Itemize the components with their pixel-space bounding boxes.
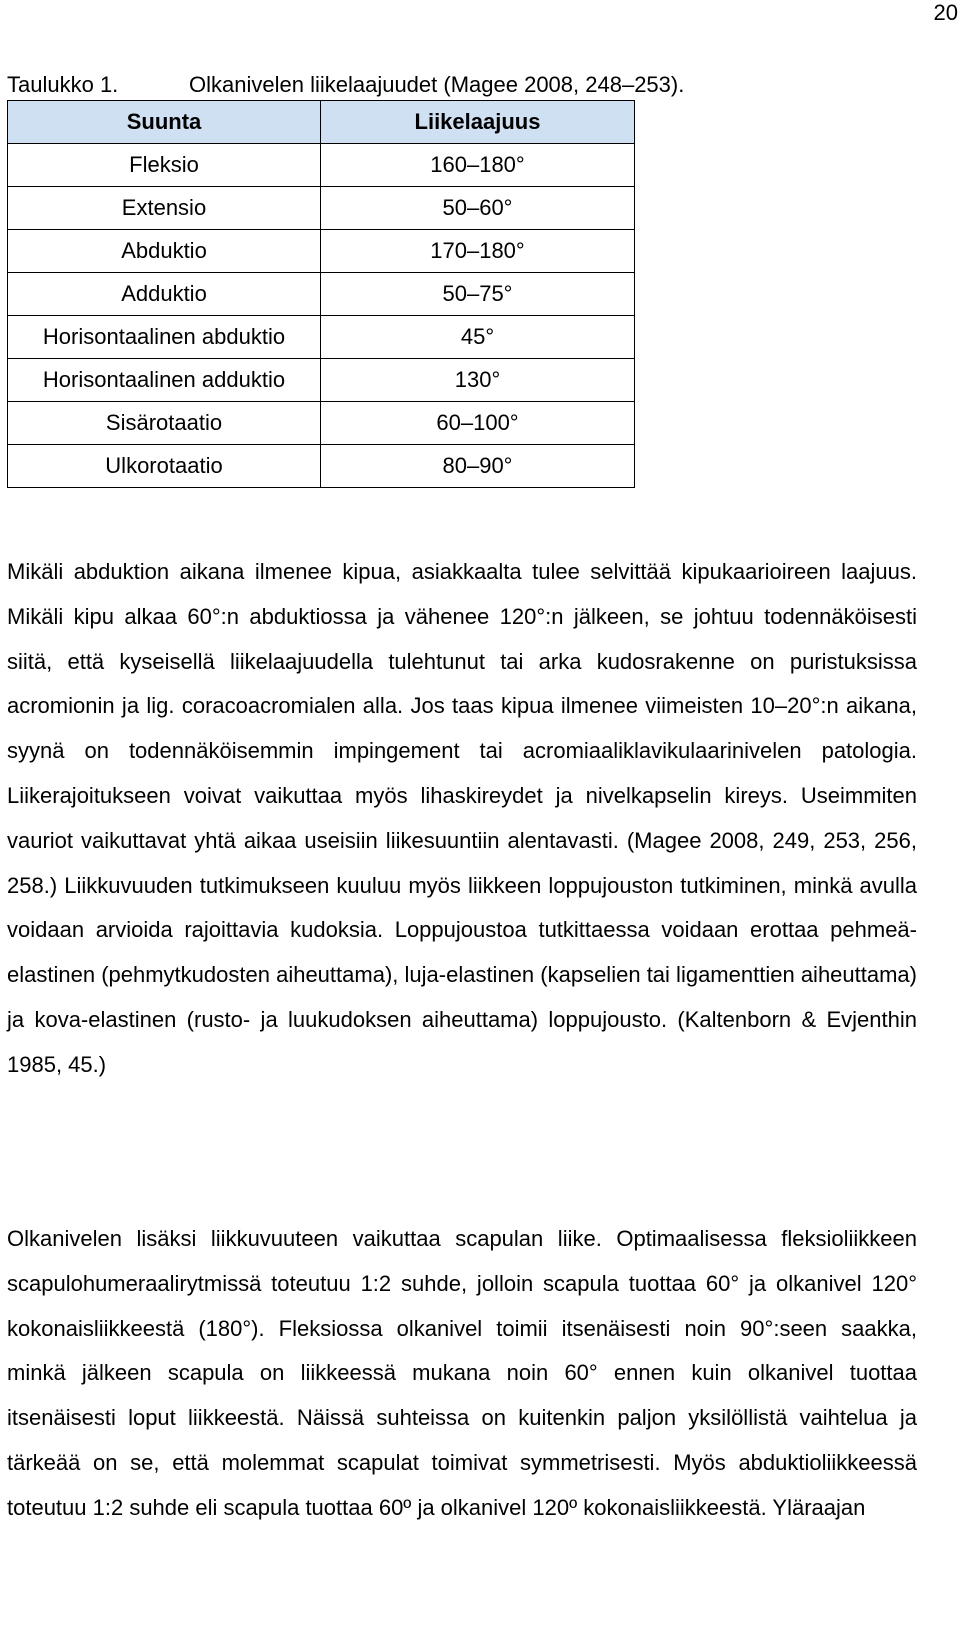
- table-caption-label: Taulukko 1.: [7, 72, 119, 97]
- table-row: [8, 402, 635, 445]
- cell-direction: Adduktio: [8, 273, 321, 316]
- table-caption: [7, 72, 684, 98]
- cell-range: 60–100°: [321, 402, 635, 445]
- cell-range: 50–75°: [321, 273, 635, 316]
- cell-range: 170–180°: [321, 230, 635, 273]
- cell-direction: Abduktio: [8, 230, 321, 273]
- cell-direction: Ulkorotaatio: [8, 445, 321, 488]
- table-row: [8, 187, 635, 230]
- table-row: [8, 359, 635, 402]
- table-row: [8, 316, 635, 359]
- page-number: 20: [933, 0, 958, 25]
- range-of-motion-table: [7, 100, 635, 488]
- cell-range: 50–60°: [321, 187, 635, 230]
- paragraph-range-of-motion: Mikäli abduktion aikana ilmenee kipua, asiakkaalta tulee selvittää kipukaarioireen laajuus. Mikäli kipu alkaa 60°:n abduktiossa ja vähenee 120°:n jälkeen, se johtuu todennäköisesti siitä, että kyseisellä liikelaajuudella tulehtunut tai arka kudosrakenne on puristuksissa acromionin ja lig. coracoacromialen alla. Jos taas kipua ilmenee viimeisten 10–20°:n aikana, syynä on todennäköisemmin impingement tai acromiaaliklavikulaarinivelen patologia. Liikerajoitukseen voivat vaikuttaa myös lihaskireydet ja nivelkapselin kireys. Useimmiten vauriot vaikuttavat yhtä aikaa useisiin liikesuuntiin alentavasti. (Magee 2008, 249, 253, 256, 258.) Liikkuvuuden tutkimukseen kuuluu myös liikkeen loppujouston tutkiminen, minkä avulla voidaan arvioida rajoittavia kudoksia. Loppujoustoa tutkittaessa voidaan erottaa pehmeä-elastinen (pehmytkudosten aiheuttama), luja-elastinen (kapselien tai ligamenttien aiheuttama) ja kova-elastinen (rusto- ja luukudoksen aiheuttama) loppujousto. (Kaltenborn & Evjenthin 1985, 45.): [7, 559, 917, 1077]
- table-row: [8, 273, 635, 316]
- table-caption-title: Olkanivelen liikelaajuudet (Magee 2008, 248–253).: [189, 72, 685, 97]
- header-range: Liikelaajuus: [321, 101, 635, 144]
- table-row: [8, 445, 635, 488]
- cell-direction: Horisontaalinen abduktio: [8, 316, 321, 359]
- paragraph-scapular-rhythm: Olkanivelen lisäksi liikkuvuuteen vaikuttaa scapulan liike. Optimaalisessa fleksioliikkeen scapulohumeraalirytmissä toteutuu 1:2 suhde, jolloin scapula tuottaa 60° ja olkanivel 120° kokonaisliikkeestä (180°). Fleksiossa olkanivel toimii itsenäisesti noin 90°:seen saakka, minkä jälkeen scapula on liikkeessä mukana noin 60° ennen kuin olkanivel tuottaa itsenäisesti loput liikkeestä. Näissä suhteissa on kuitenkin paljon yksilöllistä vaihtelua ja tärkeää on se, että molemmat scapulat toimivat symmetrisesti. Myös abduktioliikkeessä toteutuu 1:2 suhde eli scapula tuottaa 60º ja olkanivel 120º kokonaisliikkeestä. Yläraajan: [7, 1226, 917, 1520]
- cell-range: 80–90°: [321, 445, 635, 488]
- cell-range: 160–180°: [321, 144, 635, 187]
- cell-range: 45°: [321, 316, 635, 359]
- cell-range: 130°: [321, 359, 635, 402]
- cell-direction: Fleksio: [8, 144, 321, 187]
- cell-direction: Horisontaalinen adduktio: [8, 359, 321, 402]
- table-row: [8, 144, 635, 187]
- cell-direction: Extensio: [8, 187, 321, 230]
- table-header-row: [8, 101, 635, 144]
- cell-direction: Sisärotaatio: [8, 402, 321, 445]
- table-row: [8, 230, 635, 273]
- header-direction: Suunta: [8, 101, 321, 144]
